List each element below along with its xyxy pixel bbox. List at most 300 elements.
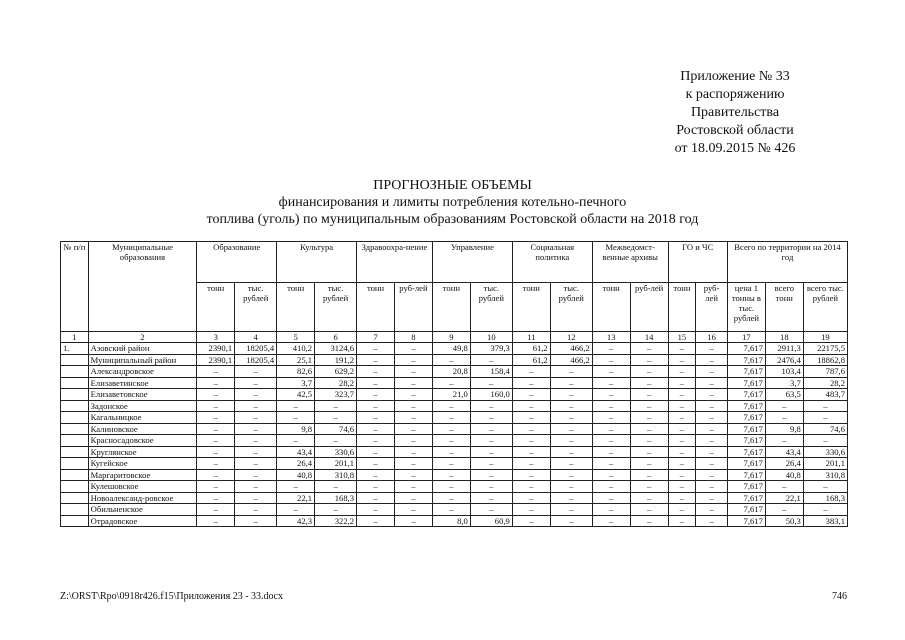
column-number: 10 — [470, 332, 512, 343]
table-cell: – — [395, 400, 433, 412]
table-cell: – — [696, 504, 728, 516]
header-subcolumn: тыс. рублей — [550, 283, 592, 332]
table-cell: – — [357, 389, 395, 401]
table-cell: 201,1 — [803, 458, 847, 470]
column-number: 15 — [668, 332, 696, 343]
table-cell: – — [197, 492, 235, 504]
table-cell: – — [550, 377, 592, 389]
table-cell: – — [357, 377, 395, 389]
table-cell: – — [235, 423, 277, 435]
municipality-name: Кугейское — [88, 458, 197, 470]
table-cell: – — [550, 366, 592, 378]
table-cell: 168,3 — [803, 492, 847, 504]
table-cell: – — [803, 481, 847, 493]
table-cell: – — [592, 423, 630, 435]
table-cell: 8,0 — [432, 515, 470, 527]
table-cell: – — [470, 504, 512, 516]
table-cell: – — [592, 389, 630, 401]
table-cell: – — [765, 481, 803, 493]
table-cell: 466,2 — [550, 343, 592, 355]
table-cell: – — [512, 481, 550, 493]
table-cell: – — [432, 469, 470, 481]
column-number: 1 — [61, 332, 89, 343]
table-cell: – — [765, 435, 803, 447]
table-cell: – — [395, 481, 433, 493]
table-cell: 40,8 — [765, 469, 803, 481]
table-cell: 7,617 — [727, 469, 765, 481]
table-cell: – — [592, 481, 630, 493]
table-cell: – — [592, 377, 630, 389]
table-row — [61, 400, 848, 412]
column-number: 19 — [803, 332, 847, 343]
municipality-name: Калиновское — [88, 423, 197, 435]
title-line: топлива (уголь) по муниципальным образованиям Ростовской области на 2018 год — [206, 212, 699, 227]
row-number — [61, 504, 89, 516]
table-cell: – — [470, 377, 512, 389]
table-cell: – — [592, 412, 630, 424]
municipality-name: Кагальницкое — [88, 412, 197, 424]
table-cell: – — [470, 412, 512, 424]
header-num: № п/п — [61, 242, 89, 332]
table-cell: – — [668, 412, 696, 424]
table-cell: – — [696, 469, 728, 481]
table-cell: – — [197, 446, 235, 458]
table-cell: – — [315, 400, 357, 412]
table-cell: – — [696, 366, 728, 378]
table-cell: – — [592, 515, 630, 527]
municipality-name: Александровское — [88, 366, 197, 378]
table-cell: 483,7 — [803, 389, 847, 401]
table-cell: – — [277, 435, 315, 447]
table-cell: – — [668, 492, 696, 504]
row-number — [61, 366, 89, 378]
table-cell: – — [197, 400, 235, 412]
table-cell: – — [395, 377, 433, 389]
table-cell: 60,9 — [470, 515, 512, 527]
table-cell: – — [395, 469, 433, 481]
table-cell: – — [696, 412, 728, 424]
table-cell: 466,2 — [550, 354, 592, 366]
column-number: 4 — [235, 332, 277, 343]
row-number — [61, 412, 89, 424]
table-cell: – — [512, 515, 550, 527]
table-cell: – — [696, 423, 728, 435]
table-row — [61, 435, 848, 447]
table-cell: – — [395, 343, 433, 355]
table-cell: – — [277, 504, 315, 516]
table-cell: 410,2 — [277, 343, 315, 355]
municipality-name: Задонское — [88, 400, 197, 412]
table-cell: – — [357, 343, 395, 355]
table-cell: – — [630, 354, 668, 366]
row-number — [61, 469, 89, 481]
table-cell: – — [696, 389, 728, 401]
header-subcolumn: тыс. рублей — [315, 283, 357, 332]
table-cell: – — [550, 481, 592, 493]
table-row — [61, 366, 848, 378]
column-number: 5 — [277, 332, 315, 343]
table-cell: 7,617 — [727, 492, 765, 504]
table-cell: 787,6 — [803, 366, 847, 378]
table-cell: – — [357, 354, 395, 366]
table-cell: 3,7 — [277, 377, 315, 389]
table-cell: 379,3 — [470, 343, 512, 355]
table-cell: – — [197, 515, 235, 527]
appendix-line: Ростовской области — [676, 123, 794, 138]
table-cell: – — [512, 366, 550, 378]
table-cell: – — [550, 400, 592, 412]
table-cell: – — [432, 446, 470, 458]
table-cell: – — [432, 354, 470, 366]
header-subcolumn: всего тыс. рублей — [803, 283, 847, 332]
table-cell: – — [235, 366, 277, 378]
table-cell: – — [235, 515, 277, 527]
table-cell: – — [668, 469, 696, 481]
table-cell: 7,617 — [727, 481, 765, 493]
row-number — [61, 435, 89, 447]
table-cell: 21,0 — [432, 389, 470, 401]
table-cell: – — [432, 481, 470, 493]
table-cell: 191,2 — [315, 354, 357, 366]
table-cell: – — [357, 446, 395, 458]
document-title — [0, 177, 905, 228]
municipality-name: Новоалександ-ровское — [88, 492, 197, 504]
table-cell: – — [630, 343, 668, 355]
row-number — [61, 515, 89, 527]
table-cell: – — [395, 515, 433, 527]
table-cell: – — [696, 343, 728, 355]
table-cell: 7,617 — [727, 389, 765, 401]
table-cell: – — [512, 492, 550, 504]
table-cell: 49,8 — [432, 343, 470, 355]
table-cell: 323,7 — [315, 389, 357, 401]
municipality-name: Елизаветинское — [88, 377, 197, 389]
table-cell: 82,6 — [277, 366, 315, 378]
row-number — [61, 458, 89, 470]
table-cell: 2390,1 — [197, 343, 235, 355]
column-number: 13 — [592, 332, 630, 343]
table-cell: – — [395, 504, 433, 516]
table-cell: – — [470, 435, 512, 447]
header-subcolumn: тыс. рублей — [235, 283, 277, 332]
table-row — [61, 446, 848, 458]
table-cell: – — [550, 504, 592, 516]
table-cell: 7,617 — [727, 423, 765, 435]
table-cell: 3,7 — [765, 377, 803, 389]
column-number: 17 — [727, 332, 765, 343]
row-number — [61, 481, 89, 493]
table-cell: – — [470, 492, 512, 504]
table-cell: – — [803, 435, 847, 447]
table-row — [61, 469, 848, 481]
table-cell: – — [592, 469, 630, 481]
table-cell: 40,8 — [277, 469, 315, 481]
row-number — [61, 400, 89, 412]
municipality-name: Маргаритовское — [88, 469, 197, 481]
header-subcolumn: цена 1 тонны в тыс. рублей — [727, 283, 765, 332]
table-cell: – — [315, 481, 357, 493]
table-cell: – — [357, 412, 395, 424]
table-row — [61, 423, 848, 435]
table-cell: 18205,4 — [235, 343, 277, 355]
header-subcolumn: всего тонн — [765, 283, 803, 332]
header-mo: Муниципальные образования — [88, 242, 197, 332]
table-cell: – — [357, 492, 395, 504]
table-cell: – — [277, 481, 315, 493]
table-cell: – — [592, 400, 630, 412]
table-cell: – — [592, 343, 630, 355]
table-row — [61, 354, 848, 366]
column-number: 14 — [630, 332, 668, 343]
header-subcolumn: тонн — [512, 283, 550, 332]
table-cell: – — [668, 504, 696, 516]
header-group: Социальная политика — [512, 242, 592, 283]
table-cell: – — [765, 504, 803, 516]
table-cell: 201,1 — [315, 458, 357, 470]
table-cell: – — [395, 354, 433, 366]
table-cell: – — [512, 469, 550, 481]
table-cell: – — [696, 481, 728, 493]
header-subcolumn: тонн — [357, 283, 395, 332]
row-number — [61, 423, 89, 435]
table-cell: – — [512, 389, 550, 401]
table-cell: – — [630, 400, 668, 412]
table-cell: 18205,4 — [235, 354, 277, 366]
table-cell: – — [432, 377, 470, 389]
table-cell: 7,617 — [727, 343, 765, 355]
table-cell: – — [630, 504, 668, 516]
table-cell: – — [550, 389, 592, 401]
header-subcolumn: тыс. рублей — [470, 283, 512, 332]
header-group: Культура — [277, 242, 357, 283]
municipality-name: Красносадовское — [88, 435, 197, 447]
municipality-name: Азовский район — [88, 343, 197, 355]
table-cell: – — [512, 435, 550, 447]
table-cell: – — [235, 492, 277, 504]
table-row — [61, 412, 848, 424]
header-subcolumn: руб-лей — [395, 283, 433, 332]
table-cell: – — [668, 400, 696, 412]
table-cell: – — [470, 400, 512, 412]
footer-path: Z:\ORST\Rpo\0918r426.f15\Приложения 23 - 33.docx — [60, 591, 283, 602]
table-cell: 2390,1 — [197, 354, 235, 366]
page-number: 746 — [832, 591, 847, 602]
municipality-name: Елизаветовское — [88, 389, 197, 401]
table-cell: – — [696, 435, 728, 447]
table-row — [61, 515, 848, 527]
table-cell: – — [357, 435, 395, 447]
table-cell: – — [470, 354, 512, 366]
table-cell: – — [696, 492, 728, 504]
table-cell: 26,4 — [277, 458, 315, 470]
title-line: ПРОГНОЗНЫЕ ОБЪЕМЫ — [373, 178, 532, 193]
table-cell: – — [235, 435, 277, 447]
table-cell: 7,617 — [727, 504, 765, 516]
appendix-line: Приложение № 33 — [680, 69, 790, 84]
table-cell: – — [668, 481, 696, 493]
table-cell: 7,617 — [727, 354, 765, 366]
table-cell: – — [315, 504, 357, 516]
appendix-line: к распоряжению — [685, 87, 785, 102]
table-cell: – — [395, 492, 433, 504]
table-cell: – — [432, 412, 470, 424]
table-cell: – — [696, 515, 728, 527]
table-cell: – — [696, 354, 728, 366]
table-cell: – — [235, 400, 277, 412]
table-cell: – — [395, 435, 433, 447]
table-cell: 103,4 — [765, 366, 803, 378]
table-cell: – — [592, 504, 630, 516]
table-cell: 383,1 — [803, 515, 847, 527]
municipality-name: Обильненское — [88, 504, 197, 516]
table-row — [61, 492, 848, 504]
table-cell: 22175,5 — [803, 343, 847, 355]
table-cell: – — [696, 400, 728, 412]
table-cell: – — [395, 412, 433, 424]
row-number: 1. — [61, 343, 89, 355]
table-cell: – — [630, 435, 668, 447]
table-cell: – — [630, 366, 668, 378]
table-cell: – — [668, 458, 696, 470]
header-group: ГО и ЧС — [668, 242, 727, 283]
table-cell: – — [432, 423, 470, 435]
table-cell: 63,5 — [765, 389, 803, 401]
table-cell: – — [470, 446, 512, 458]
table-cell: 61,2 — [512, 354, 550, 366]
table-cell: 168,3 — [315, 492, 357, 504]
table-cell: – — [197, 377, 235, 389]
column-number: 12 — [550, 332, 592, 343]
table-cell: – — [550, 412, 592, 424]
table-cell: – — [803, 400, 847, 412]
table-cell: – — [512, 458, 550, 470]
table-cell: – — [696, 377, 728, 389]
table-cell: – — [630, 377, 668, 389]
table-cell: – — [197, 469, 235, 481]
table-cell: – — [197, 435, 235, 447]
table-cell: – — [197, 389, 235, 401]
column-number: 2 — [88, 332, 197, 343]
table-cell: – — [432, 435, 470, 447]
column-number: 9 — [432, 332, 470, 343]
header-subcolumn: тонн — [277, 283, 315, 332]
table-cell: – — [395, 366, 433, 378]
table-cell: 7,617 — [727, 366, 765, 378]
row-number — [61, 446, 89, 458]
table-cell: – — [550, 458, 592, 470]
table-cell: – — [432, 458, 470, 470]
table-cell: – — [550, 446, 592, 458]
table-cell: 7,617 — [727, 412, 765, 424]
table-cell: – — [357, 481, 395, 493]
table-cell: – — [592, 354, 630, 366]
table-cell: – — [630, 423, 668, 435]
table-cell: – — [668, 446, 696, 458]
row-number — [61, 354, 89, 366]
table-cell: – — [470, 481, 512, 493]
table-cell: – — [592, 446, 630, 458]
table-cell: – — [197, 423, 235, 435]
table-cell: 310,8 — [315, 469, 357, 481]
table-cell: – — [432, 400, 470, 412]
table-cell: – — [630, 412, 668, 424]
table-cell: – — [197, 481, 235, 493]
table-cell: – — [357, 504, 395, 516]
table-cell: – — [668, 423, 696, 435]
appendix-line: от 18.09.2015 № 426 — [674, 141, 796, 156]
table-cell: – — [592, 492, 630, 504]
table-cell: – — [512, 412, 550, 424]
table-cell: – — [395, 389, 433, 401]
table-cell: – — [630, 458, 668, 470]
table-cell: 28,2 — [315, 377, 357, 389]
table-cell: – — [235, 412, 277, 424]
table-row — [61, 481, 848, 493]
table-cell: – — [592, 366, 630, 378]
table-cell: 7,617 — [727, 400, 765, 412]
table-cell: – — [512, 400, 550, 412]
table-row — [61, 389, 848, 401]
table-cell: – — [803, 504, 847, 516]
title-line: финансирования и лимиты потребления котельно-печного — [278, 195, 627, 210]
table-cell: – — [630, 389, 668, 401]
table-cell: – — [235, 377, 277, 389]
table-cell: 43,4 — [765, 446, 803, 458]
table-cell: – — [357, 366, 395, 378]
table-cell: – — [668, 389, 696, 401]
table-cell: 28,2 — [803, 377, 847, 389]
table-cell: 18862,8 — [803, 354, 847, 366]
table-row — [61, 343, 848, 355]
table-cell: 2476,4 — [765, 354, 803, 366]
table-cell: – — [470, 423, 512, 435]
table-cell: 42,3 — [277, 515, 315, 527]
table-cell: – — [197, 504, 235, 516]
municipality-name: Отрадовское — [88, 515, 197, 527]
table-cell: 74,6 — [803, 423, 847, 435]
table-cell: 9,8 — [765, 423, 803, 435]
column-number: 3 — [197, 332, 235, 343]
table-row — [61, 458, 848, 470]
table-cell: 2911,3 — [765, 343, 803, 355]
table-cell: 43,4 — [277, 446, 315, 458]
table-cell: 7,617 — [727, 377, 765, 389]
header-subcolumn: руб-лей — [630, 283, 668, 332]
table-cell: – — [803, 412, 847, 424]
table-cell: – — [550, 515, 592, 527]
header-group: Управление — [432, 242, 512, 283]
table-cell: 160,0 — [470, 389, 512, 401]
table-cell: – — [315, 412, 357, 424]
table-cell: 26,4 — [765, 458, 803, 470]
table-row — [61, 377, 848, 389]
table-cell: – — [550, 492, 592, 504]
table-cell: – — [765, 412, 803, 424]
table-cell: 7,617 — [727, 458, 765, 470]
table-cell: – — [395, 446, 433, 458]
table-cell: – — [470, 458, 512, 470]
table-cell: 22,1 — [277, 492, 315, 504]
table-row — [61, 504, 848, 516]
table-cell: 7,617 — [727, 515, 765, 527]
header-total: Всего по территории на 2014 год — [727, 242, 847, 283]
table-cell: 629,2 — [315, 366, 357, 378]
table-cell: – — [668, 366, 696, 378]
table-cell: – — [357, 423, 395, 435]
column-number: 6 — [315, 332, 357, 343]
header-subcolumn: тонн — [668, 283, 696, 332]
table-cell: – — [235, 481, 277, 493]
